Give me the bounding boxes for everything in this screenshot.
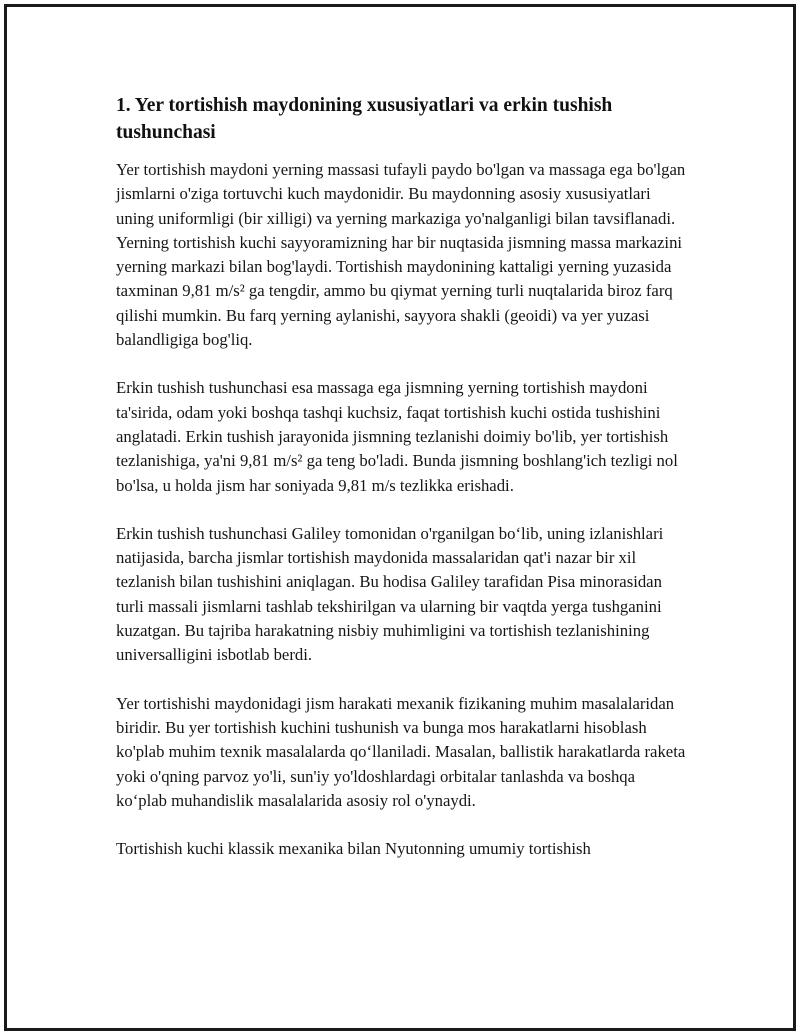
paragraph-4: Yer tortishishi maydonidagi jism harakati mexanik fizikaning muhim masalalaridan biridir. Bu yer tortishish kuchini tushunish va bunga mos harakatlarni hisoblash ko'plab muhim texnik masalalarda qo‘llaniladi. Masalan, ballistik harakatlarda raketa yoki o'qning parvoz yo'li, sun'iy yo'ldoshlardagi orbitalar tanlashda va boshqa ko‘plab muhandislik masalalarida asosiy rol o'ynaydi. [116, 693, 686, 810]
paragraph-2: Erkin tushish tushunchasi esa massaga ega jismning yerning tortishish maydoni ta'sirida, odam yoki boshqa tashqi kuchsiz, faqat tortishish kuchi ostida tushishini anglatadi. Erkin tushish jarayonida jismning tezlanishi doimiy bo'lib, yer tortishish tezlanishiga, ya'ni 9,81 m/s² ga teng bo'ladi. Bunda jismning boshlang'ich tezligi nol bo'lsa, u holda jism har soniyada 9,81 m/s tezlikka erishadi. [116, 378, 678, 495]
section-heading: 1. Yer tortishish maydonining xususiyatlari va erkin tushish tushunchasi [116, 95, 613, 143]
paragraph-3: Erkin tushish tushunchasi Galiley tomonidan o'rganilgan bo‘lib, uning izlanishlari natijasida, barcha jismlar tortishish maydonida massalaridan qat'i nazar bir xil tezlanish bilan tushishini aniqlagan. Bu hodisa Galiley tarafidan Pisa minorasidan turli massali jismlarni tashlab tekshirilgan va ularning bir vaqtda yerga tushganini kuzatgan. Bu tajriba harakatning nisbiy muhimligini va tortishish tezlanishining universalligini isbotlab berdi. [116, 523, 664, 665]
document-body [116, 92, 686, 885]
paragraph-1: Yer tortishish maydoni yerning massasi tufayli paydo bo'lgan va massaga ega bo'lgan jismlarni o'ziga tortuvchi kuch maydonidir. Bu maydonning asosiy xususiyatlari uning uniformligi (bir xilligi) va yerning markaziga yo'nalganligi bilan tavsiflanadi. Yerning tortishish kuchi sayyoramizning har bir nuqtasida jismning massa markazini yerning markazi bilan bog'laydi. Tortishish maydonining kattaligi yerning yuzasida taxminan 9,81 m/s² ga tengdir, ammo bu qiymat yerning turli nuqtalarida biroz farq qilishi mumkin. Bu farq yerning aylanishi, sayyora shakli (geoidi) va yer yuzasi balandligiga bog'liq. [116, 160, 686, 350]
paragraph-5: Tortishish kuchi klassik mexanika bilan Nyutonning umumiy tortishish [116, 839, 591, 859]
